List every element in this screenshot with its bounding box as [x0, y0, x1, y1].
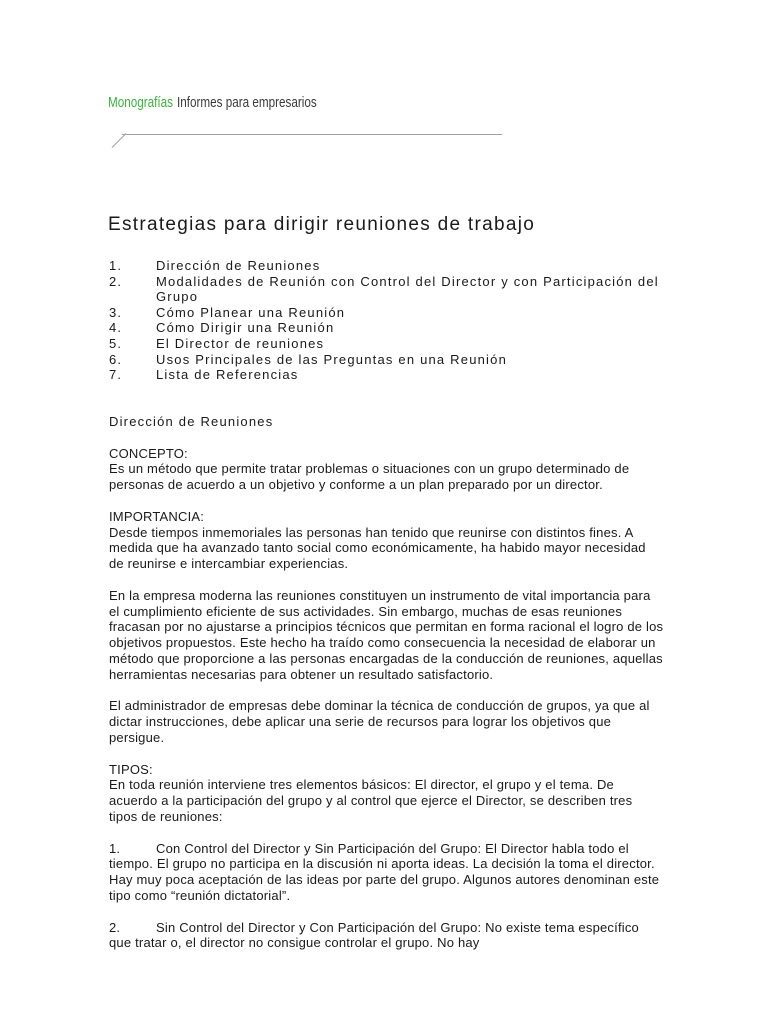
toc-number: 6. [109, 351, 123, 367]
toc-number: 7. [109, 367, 123, 383]
tipo-number: 2. [109, 919, 121, 935]
toc-item [109, 352, 669, 368]
toc-item [109, 336, 669, 352]
toc-label: Cómo Planear una Reunión [156, 304, 346, 320]
brand-secondary: Informes para empresarios [176, 94, 317, 111]
section-heading: Dirección de Reuniones [109, 414, 274, 429]
toc-number: 2. [109, 273, 123, 289]
toc-number: 1. [109, 258, 123, 273]
toc-label: El Director de reuniones [156, 335, 325, 351]
tipo-item-1 [109, 841, 664, 904]
toc-number: 3. [109, 304, 123, 320]
toc-label: Lista de Referencias [156, 367, 299, 383]
concepto-label: CONCEPTO: [109, 445, 188, 461]
document-title: Estrategias para dirigir reuniones de trabajo [108, 214, 536, 235]
empresa-paragraph: En la empresa moderna las reuniones constituyen un instrumento de vital importancia para el cumplimiento eficiente de sus actividades. Sin embargo, muchas de esas reuniones fracasan por no ajustarse a principios técnicos que permitan en forma racional el logro de los objetivos propuestos. Este hecho ha traído como consecuencia la necesidad de elaborar un método que proporcione a las personas encargadas de la conducción de reuniones, aquellas herramientas necesarias para obtener un resultado satisfactorio. [109, 587, 664, 682]
brand-logo [108, 94, 317, 111]
importancia-text: Desde tiempos inmemoriales las personas han tenido que reunirse con distintos fines. A medida que ha avanzado tanto social como económicamente, ha habido mayor necesidad de reunirse e intercambiar experiencias. [109, 524, 646, 572]
tipo-text: Con Control del Director y Sin Participación del Grupo: El Director habla todo el tiempo. El grupo no participa en la discusión ni aporta ideas. La decisión la toma el director. Hay muy poca aceptación de las ideas por parte del grupo. Algunos autores denominan este tipo como “reunión dictatorial”. [109, 840, 660, 903]
toc-item [109, 320, 669, 336]
tipos-paragraph [109, 762, 664, 825]
toc-item [109, 258, 669, 274]
tipos-text: En toda reunión interviene tres elementos básicos: El director, el grupo y el tema. De acuerdo a la participación del grupo y al control que ejerce el Director, se describen tres tipos de reuniones: [109, 777, 633, 824]
administrador-paragraph: El administrador de empresas debe dominar la técnica de conducción de grupos, ya que al dictar instrucciones, debe aplicar una serie de recursos para lograr los objetivos que persigue. [109, 698, 650, 745]
toc-label: Dirección de Reuniones [156, 258, 321, 273]
header-rule [122, 134, 502, 135]
toc-item [109, 274, 669, 305]
importancia-label: IMPORTANCIA: [109, 508, 205, 524]
tipo-item-2 [109, 920, 664, 952]
importancia-paragraph [109, 509, 664, 572]
tipo-text: Sin Control del Director y Con Participación del Grupo: No existe tema específico que tratar o, el director no consigue controlar el grupo. No hay [109, 919, 639, 951]
concepto-text: Es un método que permite tratar problemas o situaciones con un grupo determinado de personas de acuerdo a un objetivo y conforme a un plan preparado por un director. [109, 461, 630, 493]
header-slash [112, 133, 127, 148]
tipos-label: TIPOS: [109, 761, 153, 777]
tipo-number: 1. [109, 840, 121, 856]
toc-item [109, 305, 669, 321]
brand-primary: Monografías [108, 94, 174, 111]
toc-label: Cómo Dirigir una Reunión [156, 320, 335, 336]
document-body [109, 414, 664, 967]
toc-item [109, 367, 669, 383]
toc-label: Usos Principales de las Preguntas en una Reunión [156, 351, 508, 367]
toc-number: 4. [109, 320, 123, 336]
table-of-contents [109, 258, 669, 383]
toc-label: Modalidades de Reunión con Control del Director y con Participación del Grupo [156, 273, 659, 305]
toc-number: 5. [109, 335, 123, 351]
concepto-paragraph [109, 446, 664, 493]
